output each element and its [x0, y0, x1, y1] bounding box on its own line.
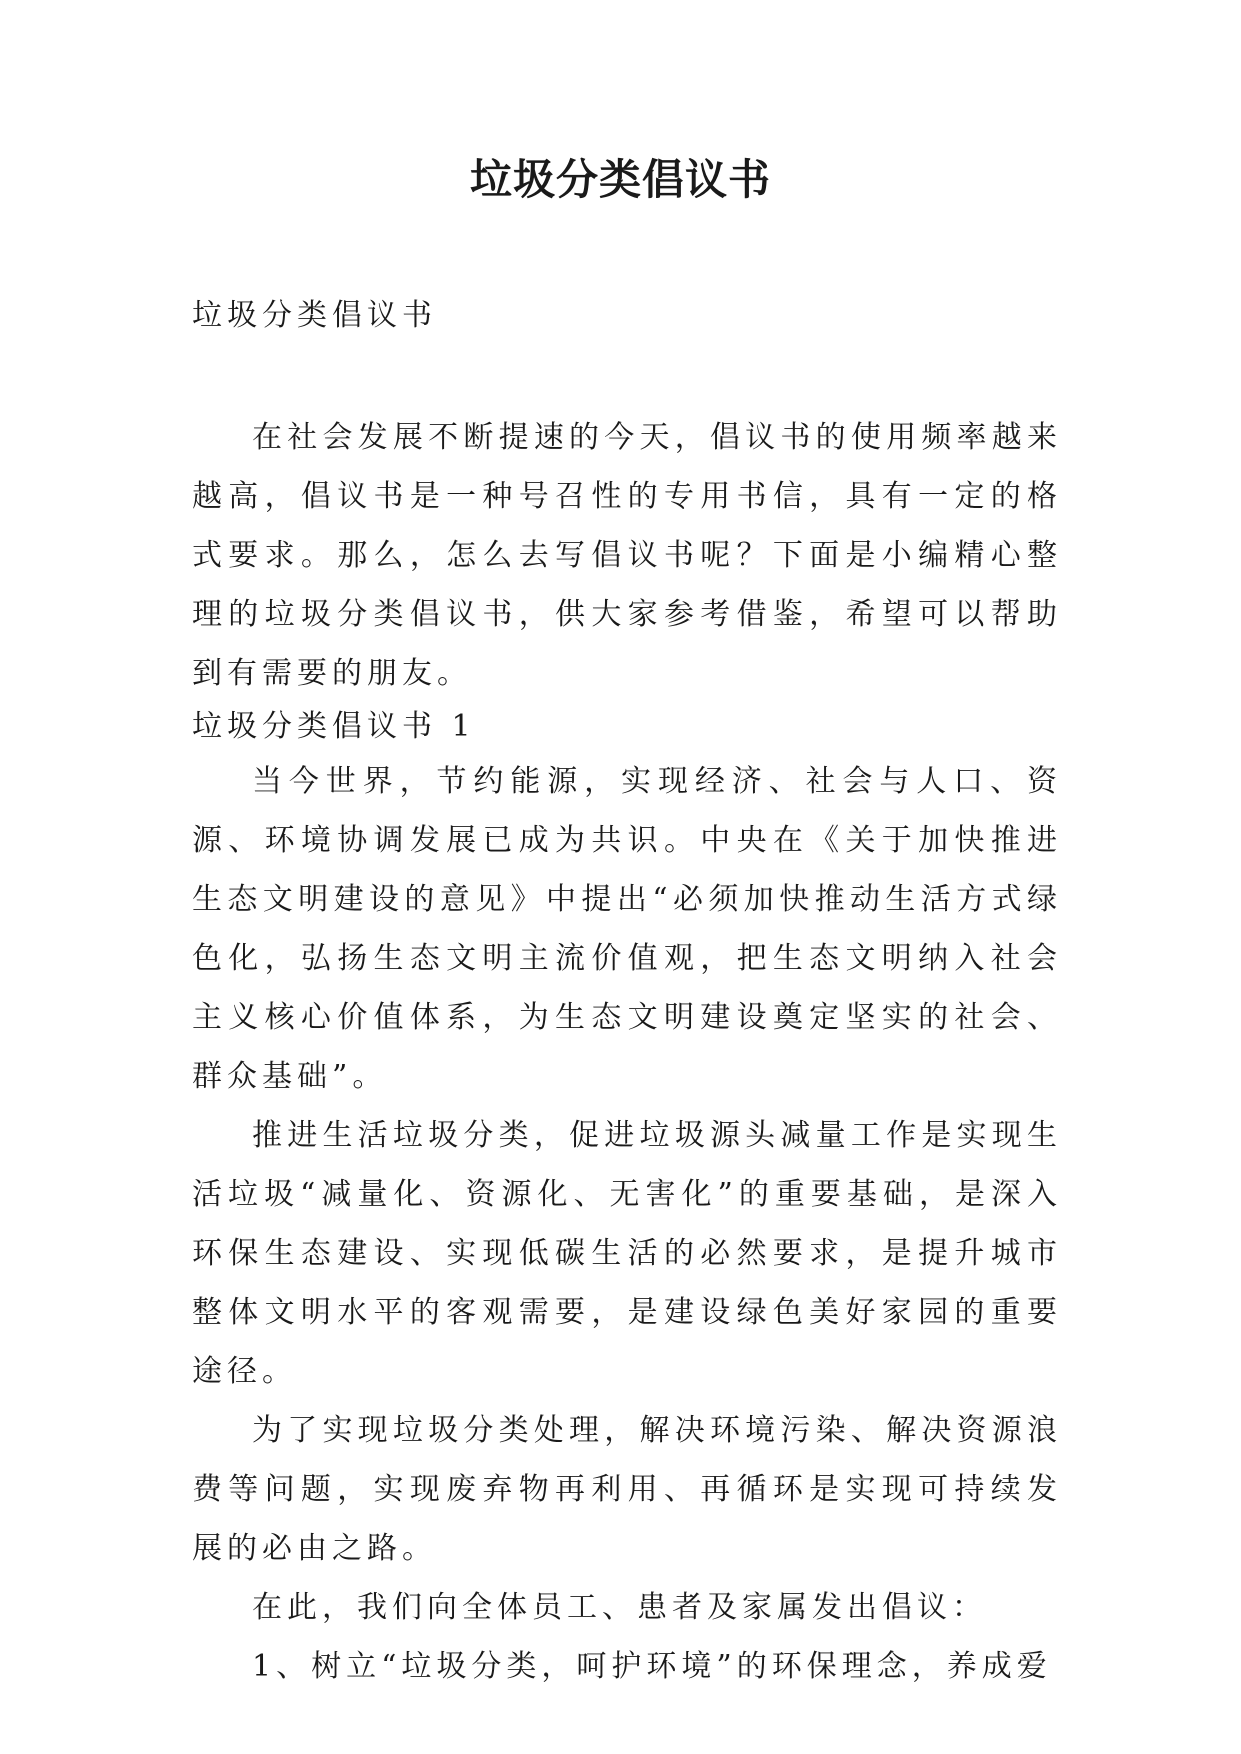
document-subtitle [192, 286, 1062, 345]
body-paragraph: 为了实现垃圾分类处理，解决环境污染、解决资源浪费等问题，实现废弃物再利用、再循环是实现可持续发展的必由之路。 [192, 1413, 1062, 1566]
section-content [192, 752, 1062, 1696]
section-heading [192, 697, 1062, 756]
body-paragraph: 在此，我们向全体员工、患者及家属发出倡议： [252, 1590, 987, 1625]
intro-paragraph: 在社会发展不断提速的今天，倡议书的使用频率越来越高，倡议书是一种号召性的专用书信，具有一定的格式要求。那么，怎么去写倡议书呢？下面是小编精心整理的垃圾分类倡议书，供大家参考借鉴，希望可以帮助到有需要的朋友。 [192, 420, 1062, 691]
intro-section [192, 408, 1062, 703]
subtitle-text: 垃圾分类倡议书 [192, 298, 437, 333]
body-paragraph: 推进生活垃圾分类，促进垃圾源头减量工作是实现生活垃圾“减量化、资源化、无害化”的重要基础，是深入环保生态建设、实现低碳生活的必然要求，是提升城市整体文明水平的客观需要，是建设绿色美好家园的重要途径。 [192, 1118, 1062, 1389]
section-heading-text: 垃圾分类倡议书 1 [192, 709, 476, 744]
body-paragraph: 1、树立“垃圾分类，呵护环境”的环保理念，养成爱 [252, 1649, 1052, 1684]
body-paragraph: 当今世界，节约能源，实现经济、社会与人口、资源、环境协调发展已成为共识。中央在《关于加快推进生态文明建设的意见》中提出“必须加快推动生活方式绿色化，弘扬生态文明主流价值观，把生态文明纳入社会主义核心价值体系，为生态文明建设奠定坚实的社会、群众基础”。 [192, 764, 1062, 1094]
document-title: 垃圾分类倡议书 [469, 155, 771, 204]
